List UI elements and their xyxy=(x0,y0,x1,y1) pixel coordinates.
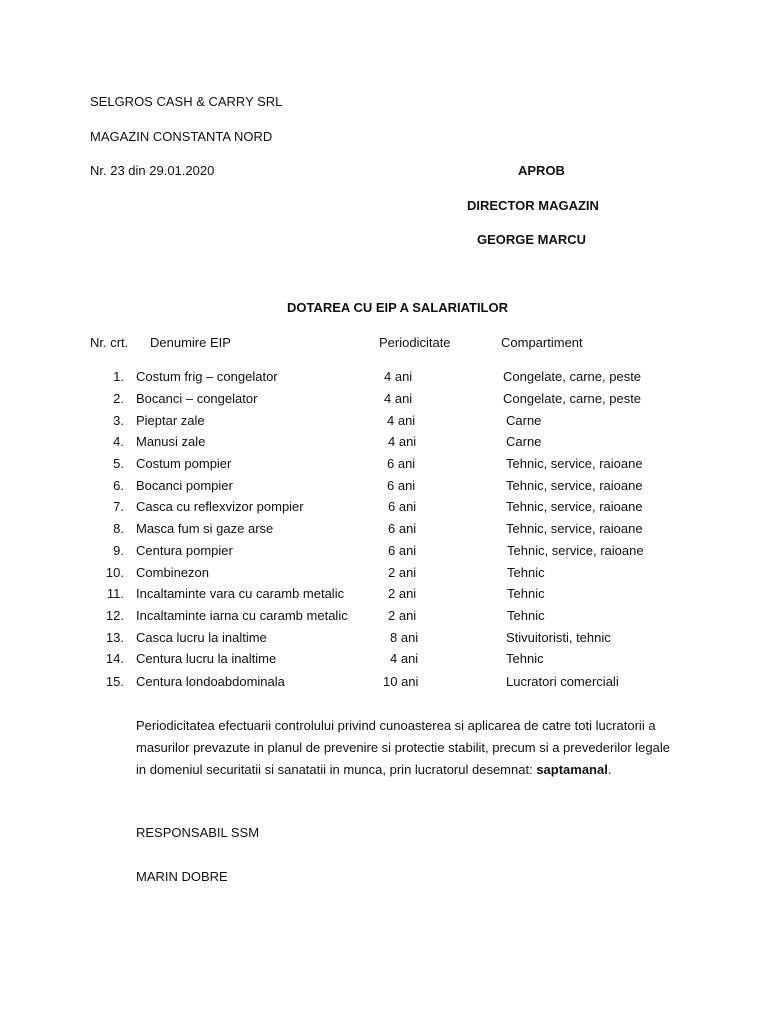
row-number: 4. xyxy=(113,434,124,449)
row-eip-name: Bocanci – congelator xyxy=(136,391,258,406)
row-number: 10. xyxy=(105,565,124,580)
table-row xyxy=(0,391,768,407)
row-department: Tehnic xyxy=(506,651,544,666)
document-number-date: Nr. 23 din 29.01.2020 xyxy=(90,163,215,178)
row-department: Carne xyxy=(506,434,542,449)
row-eip-name: Incaltaminte vara cu caramb metalic xyxy=(136,586,345,601)
table-header xyxy=(0,335,768,351)
row-department: Tehnic xyxy=(507,608,545,623)
row-eip-name: Costum frig – congelator xyxy=(136,369,278,384)
row-eip-name: Casca lucru la inaltime xyxy=(136,630,267,645)
approver-role: DIRECTOR MAGAZIN xyxy=(467,198,599,213)
table-row xyxy=(0,630,768,646)
row-department: Tehnic, service, raioane xyxy=(506,521,643,536)
column-header-name: Denumire EIP xyxy=(150,335,231,350)
store-name: MAGAZIN CONSTANTA NORD xyxy=(90,129,273,144)
row-eip-name: Masca fum si gaze arse xyxy=(136,521,274,536)
row-department: Lucratori comerciali xyxy=(506,674,619,689)
row-department: Tehnic xyxy=(507,565,545,580)
row-eip-name: Combinezon xyxy=(136,565,209,580)
row-number: 3. xyxy=(113,413,124,428)
row-number: 14. xyxy=(105,651,124,666)
table-row xyxy=(0,565,768,581)
row-number: 13. xyxy=(105,630,124,645)
table-row xyxy=(0,674,768,690)
row-period: 4 ani xyxy=(384,369,413,384)
row-eip-name: Centura pompier xyxy=(136,543,233,558)
row-number: 7. xyxy=(113,499,124,514)
table-row xyxy=(0,608,768,624)
row-department: Carne xyxy=(506,413,542,428)
column-header-period: Periodicitate xyxy=(379,335,451,350)
row-number: 5. xyxy=(113,456,124,471)
approver-name: GEORGE MARCU xyxy=(477,232,587,247)
row-eip-name: Centura londoabdominala xyxy=(136,674,285,689)
approval-label: APROB xyxy=(518,163,565,178)
row-number: 8. xyxy=(113,521,124,536)
table-row xyxy=(0,369,768,385)
row-eip-name: Incaltaminte iarna cu caramb metalic xyxy=(136,608,348,623)
signature-role: RESPONSABIL SSM xyxy=(136,825,260,840)
table-row xyxy=(0,456,768,472)
row-eip-name: Costum pompier xyxy=(136,456,232,471)
row-department: Tehnic, service, raioane xyxy=(507,543,644,558)
row-department: Tehnic, service, raioane xyxy=(506,499,643,514)
row-number: 12. xyxy=(105,608,124,623)
row-period: 2 ani xyxy=(388,608,417,623)
row-number: 2. xyxy=(113,391,124,406)
table-row xyxy=(0,586,768,602)
table-row xyxy=(0,434,768,450)
row-number: 1. xyxy=(113,369,124,384)
row-number: 6. xyxy=(113,478,124,493)
table-row xyxy=(0,651,768,667)
row-eip-name: Manusi zale xyxy=(136,434,206,449)
row-period: 4 ani xyxy=(390,651,419,666)
row-period: 6 ani xyxy=(388,499,417,514)
row-number: 11. xyxy=(106,586,124,601)
table-row xyxy=(0,499,768,515)
row-period: 6 ani xyxy=(387,456,416,471)
row-period: 6 ani xyxy=(387,478,416,493)
row-department: Stivuitoristi, tehnic xyxy=(506,630,611,645)
row-period: 4 ani xyxy=(384,391,413,406)
column-header-department: Compartiment xyxy=(501,335,583,350)
table-row xyxy=(0,478,768,494)
row-eip-name: Bocanci pompier xyxy=(136,478,233,493)
row-period: 2 ani xyxy=(388,565,417,580)
control-paragraph xyxy=(136,715,676,781)
paragraph-text: Periodicitatea efectuarii controlului privind cunoasterea si aplicarea de catre toti lucratorii a masurilor prevazute in planul de prevenire si protectie stabilit, precum si a prevederilor legale in domeniul securitatii si sanatatii in munca, prin lucratorul desemnat: xyxy=(136,718,670,777)
row-department: Congelate, carne, peste xyxy=(503,369,642,384)
row-eip-name: Casca cu reflexvizor pompier xyxy=(136,499,304,514)
row-department: Tehnic, service, raioane xyxy=(506,478,643,493)
row-period: 4 ani xyxy=(388,434,417,449)
document-title: DOTAREA CU EIP A SALARIATILOR xyxy=(287,300,508,315)
row-number: 15. xyxy=(105,674,124,689)
row-period: 4 ani xyxy=(387,413,416,428)
row-department: Congelate, carne, peste xyxy=(503,391,642,406)
signature-name: MARIN DOBRE xyxy=(136,869,228,884)
row-period: 6 ani xyxy=(388,543,417,558)
row-period: 2 ani xyxy=(388,586,417,601)
table-row xyxy=(0,543,768,559)
row-department: Tehnic xyxy=(507,586,545,601)
row-period: 6 ani xyxy=(388,521,417,536)
row-period: 10 ani xyxy=(383,674,419,689)
row-eip-name: Pieptar zale xyxy=(136,413,205,428)
table-row xyxy=(0,521,768,537)
paragraph-emphasis: saptamanal xyxy=(536,762,608,777)
row-department: Tehnic, service, raioane xyxy=(506,456,643,471)
column-header-nr: Nr. crt. xyxy=(90,335,129,350)
paragraph-end: . xyxy=(607,762,612,777)
table-row xyxy=(0,413,768,429)
company-name: SELGROS CASH & CARRY SRL xyxy=(90,94,283,109)
row-period: 8 ani xyxy=(390,630,419,645)
row-number: 9. xyxy=(113,543,124,558)
row-eip-name: Centura lucru la inaltime xyxy=(136,651,277,666)
